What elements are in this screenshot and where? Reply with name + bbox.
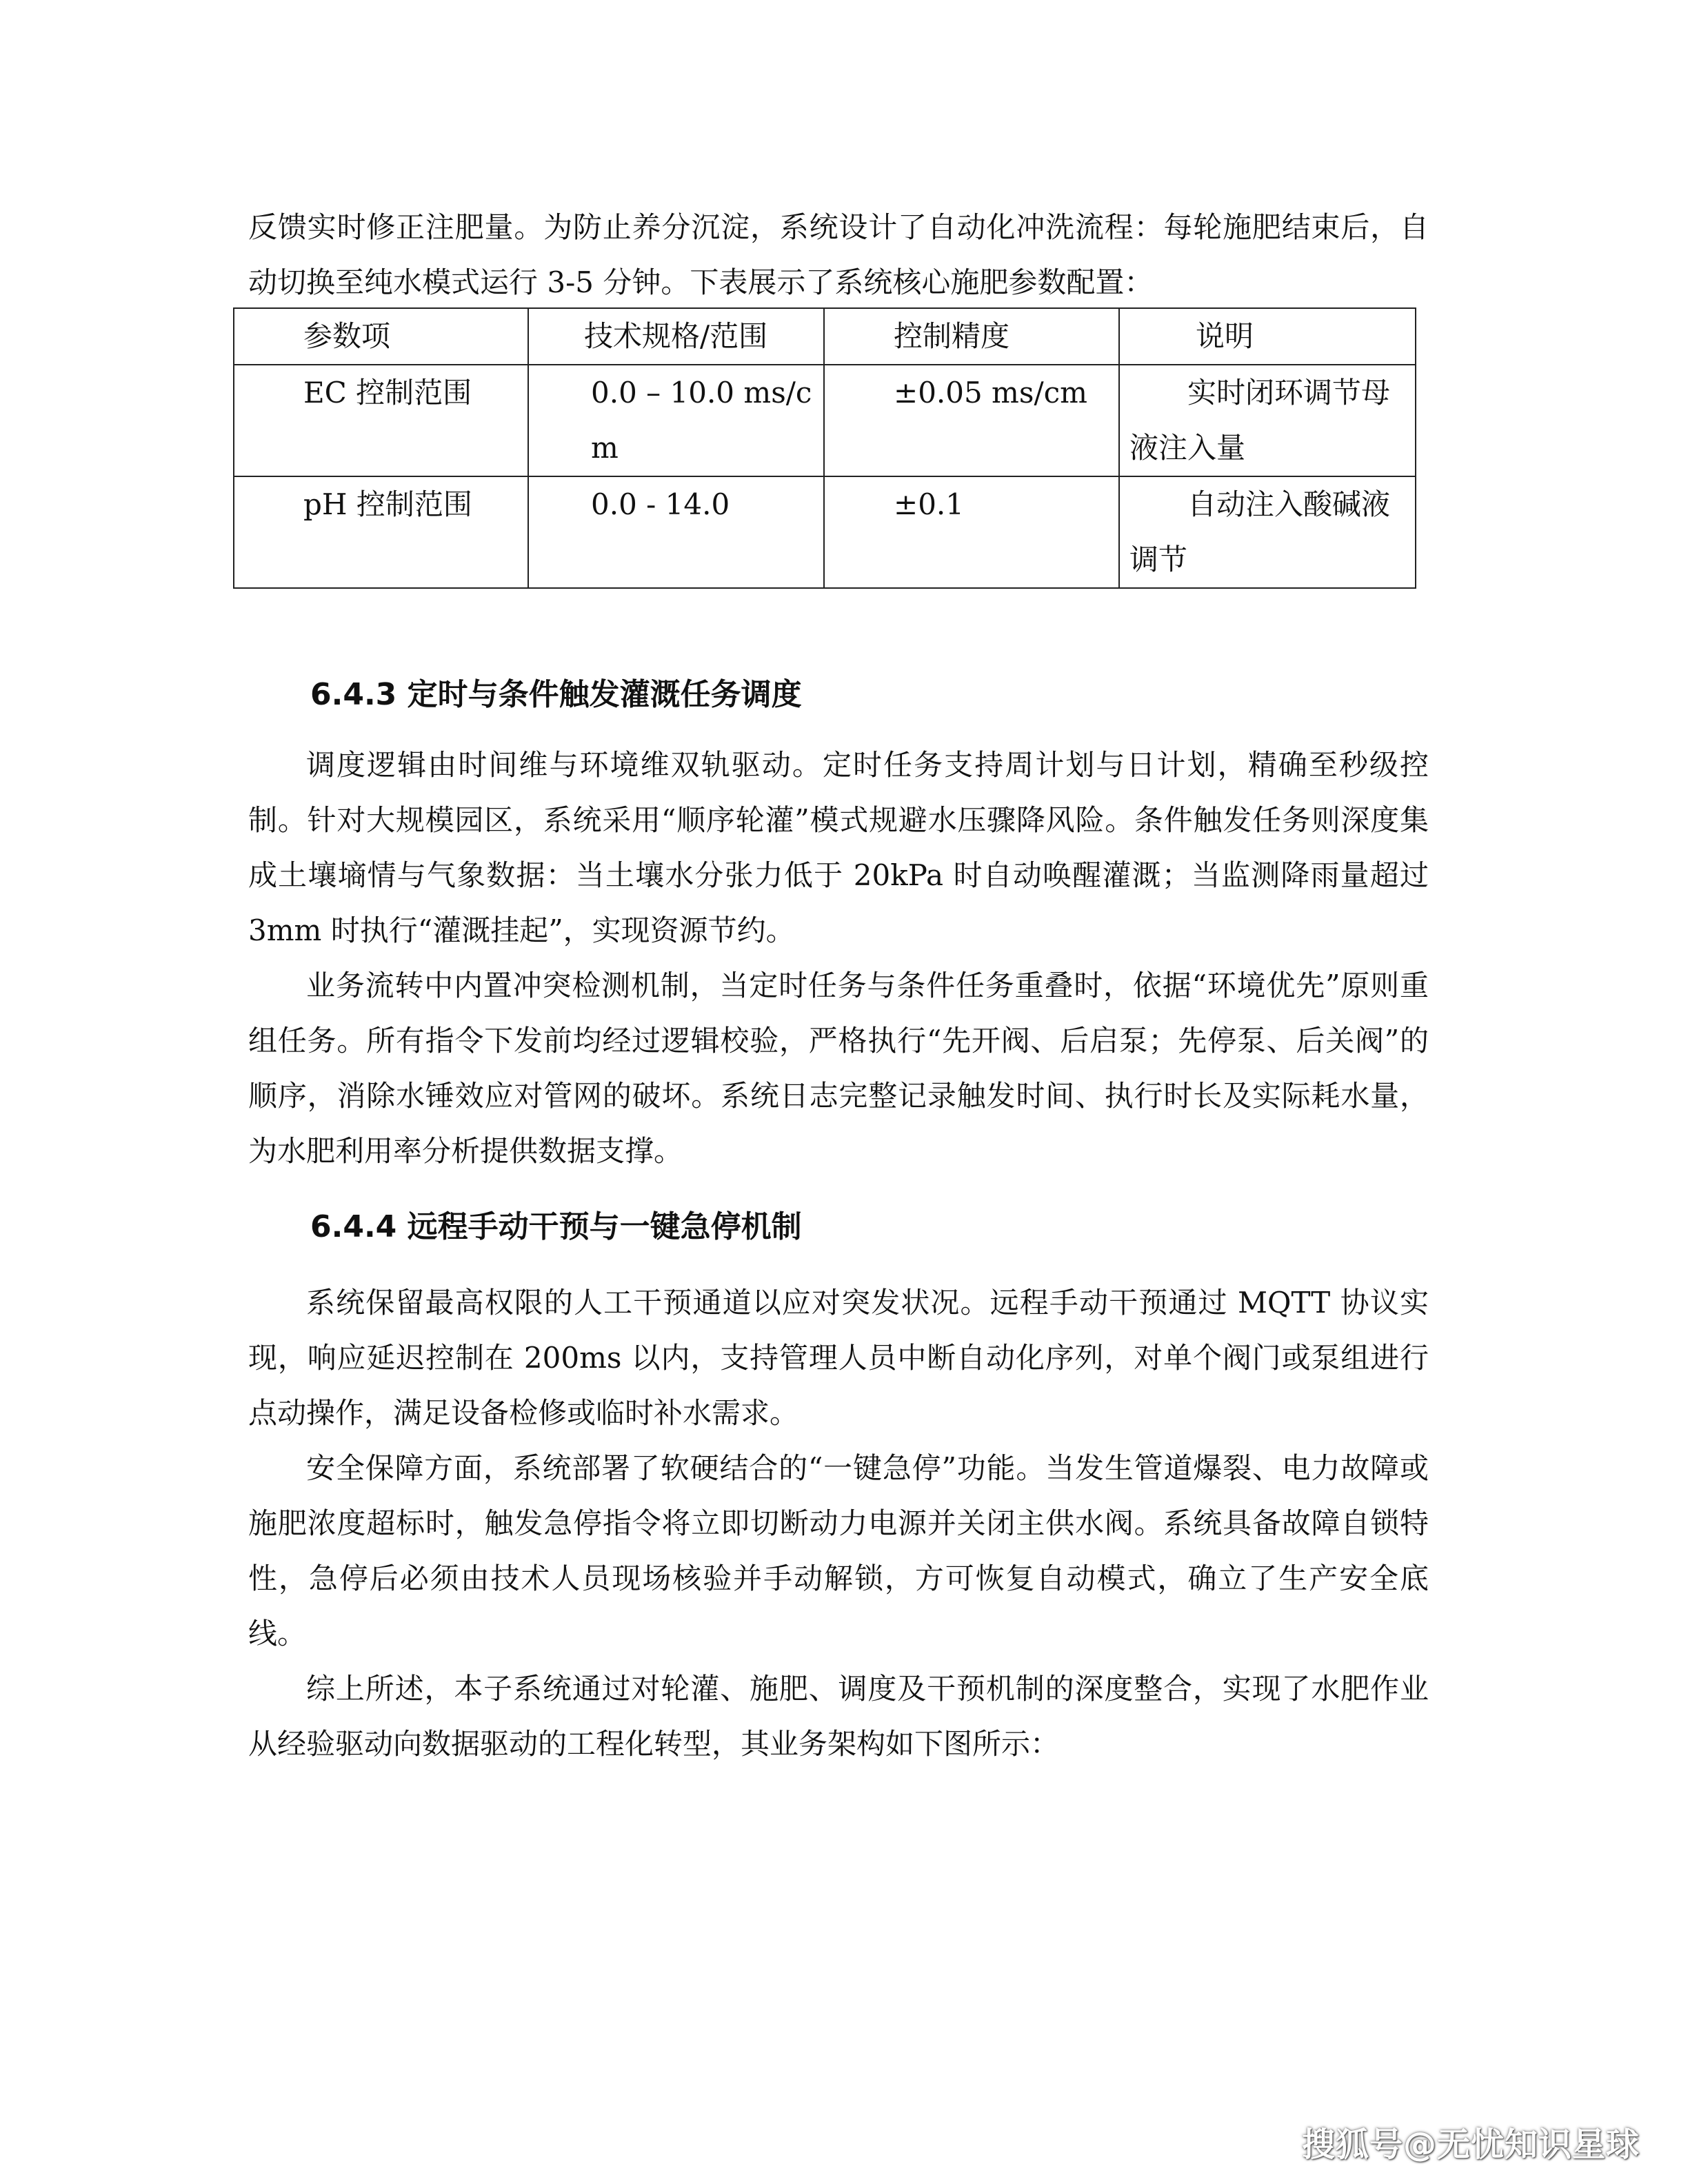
- watermark: 搜狐号@无忧知识星球: [1301, 2125, 1640, 2164]
- section-6-4-4-paragraph-2: 安全保障方面，系统部署了软硬结合的“一键急停”功能。当发生管道爆裂、电力故障或施肥浓度超标时，触发急停指令将立即切断动力电源并关闭主供水阀。系统具备故障自锁特性，急停后必须由技术人员现场核验并手动解锁，方可恢复自动模式，确立了生产安全底线。: [248, 1451, 1429, 1650]
- table-row: [234, 476, 1416, 588]
- cell-control-precision: ±0.05 ms/cm: [824, 365, 1119, 476]
- section-heading-6-4-3: 6.4.3 定时与条件触发灌溉任务调度: [310, 677, 802, 712]
- cell-description: 自动注入酸碱液调节: [1119, 476, 1416, 588]
- table-row: [234, 365, 1416, 476]
- section-6-4-3-paragraph-2: 业务流转中内置冲突检测机制，当定时任务与条件任务重叠时，依据“环境优先”原则重组任务。所有指令下发前均经过逻辑校验，严格执行“先开阀、后启泵；先停泵、后关阀”的顺序，消除水锤效应对管网的破坏。系统日志完整记录触发时间、执行时长及实际耗水量，为水肥利用率分析提供数据支撑。: [248, 969, 1429, 1168]
- cell-spec-range: 0.0 - 14.0: [528, 476, 824, 588]
- header-spec-range: 技术规格/范围: [528, 308, 824, 365]
- intro-paragraph: 反馈实时修正注肥量。为防止养分沉淀，系统设计了自动化冲洗流程：每轮施肥结束后，自动切换至纯水模式运行 3-5 分钟。下表展示了系统核心施肥参数配置：: [248, 210, 1429, 299]
- section-6-4-3-paragraph-1: 调度逻辑由时间维与环境维双轨驱动。定时任务支持周计划与日计划，精确至秒级控制。针对大规模园区，系统采用“顺序轮灌”模式规避水压骤降风险。条件触发任务则深度集成土壤墒情与气象数据：当土壤水分张力低于 20kPa 时自动唤醒灌溉；当监测降雨量超过 3mm 时执行“灌溉挂起”，实现资源节约。: [248, 748, 1429, 947]
- header-control-precision: 控制精度: [824, 308, 1119, 365]
- section-heading-6-4-4: 6.4.4 远程手动干预与一键急停机制: [310, 1209, 802, 1244]
- table-header-row: [234, 308, 1416, 365]
- section-6-4-4-paragraph-1: 系统保留最高权限的人工干预通道以应对突发状况。远程手动干预通过 MQTT 协议实现，响应延迟控制在 200ms 以内，支持管理人员中断自动化序列，对单个阀门或泵组进行点动操作，满足设备检修或临时补水需求。: [248, 1286, 1429, 1430]
- cell-parameter: pH 控制范围: [234, 476, 528, 588]
- header-parameter: 参数项: [234, 308, 528, 365]
- section-6-4-4-paragraph-3: 综上所述，本子系统通过对轮灌、施肥、调度及干预机制的深度整合，实现了水肥作业从经验驱动向数据驱动的工程化转型，其业务架构如下图所示：: [248, 1672, 1429, 1761]
- cell-parameter: EC 控制范围: [234, 365, 528, 476]
- header-description: 说明: [1119, 308, 1416, 365]
- cell-control-precision: ±0.1: [824, 476, 1119, 588]
- cell-description: 实时闭环调节母液注入量: [1119, 365, 1416, 476]
- cell-spec-range: 0.0 – 10.0 ms/cm: [528, 365, 824, 476]
- fertilizer-parameter-table: [233, 307, 1416, 589]
